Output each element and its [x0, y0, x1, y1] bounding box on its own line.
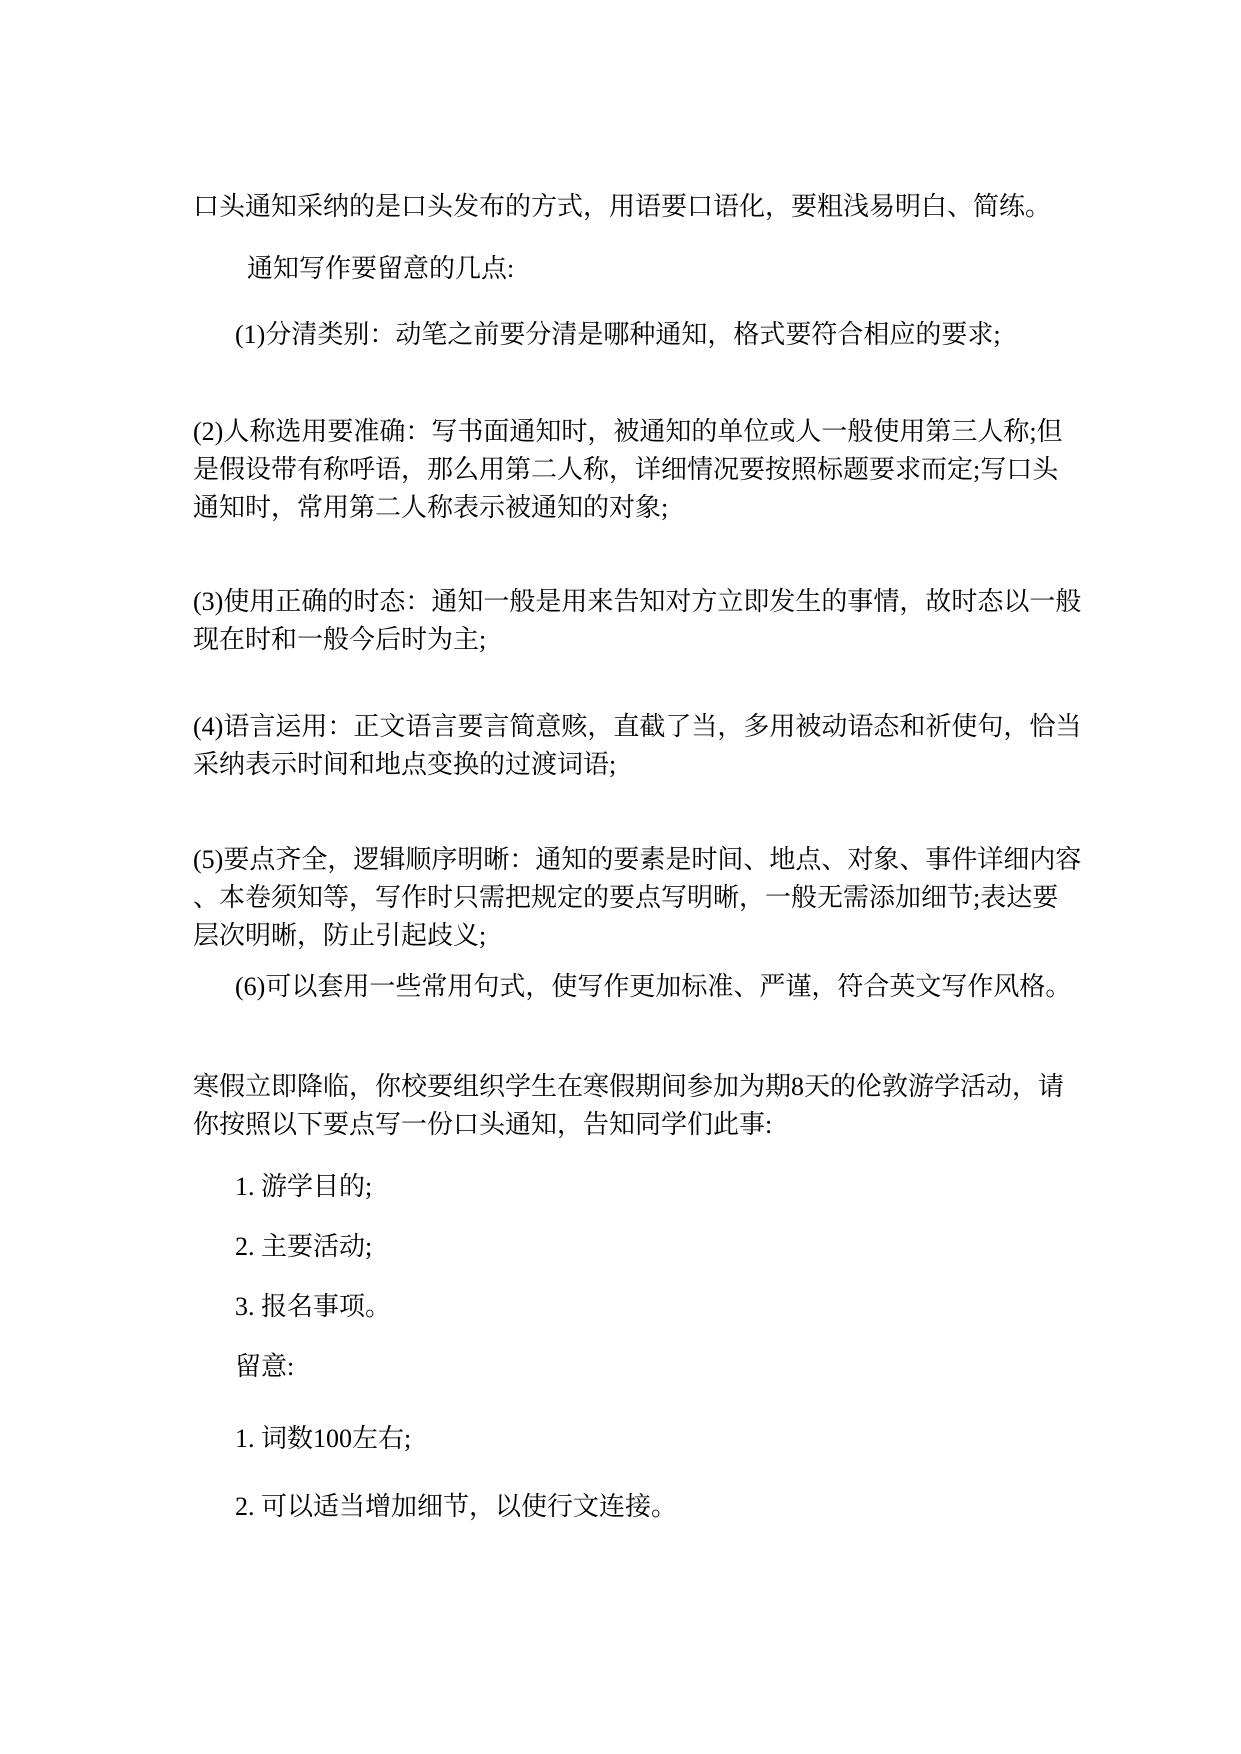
text-line: 3. 报名事项。: [235, 1292, 392, 1321]
paragraph-task-item-1: [193, 1168, 1181, 1206]
text-line: 现在时和一般今后时为主;: [193, 625, 487, 654]
paragraph-intro: [193, 188, 1181, 226]
paragraph-task: [193, 1068, 1181, 1144]
text-line: (5)要点齐全，逻辑顺序明晰：通知的要素是时间、地点、对象、事件详细内容: [193, 845, 1082, 874]
text-line: 2. 主要活动;: [235, 1232, 373, 1261]
text-line: 是假设带有称呼语，那么用第二人称，详细情况要按照标题要求而定;写口头: [193, 455, 1059, 484]
paragraph-point-6: [193, 968, 1181, 1006]
text-line: (1)分清类别：动笔之前要分清是哪种通知，格式要符合相应的要求;: [235, 320, 1001, 349]
text-line: (2)人称选用要准确：写书面通知时，被通知的单位或人一般使用第三人称;但: [193, 417, 1063, 446]
text-line: 采纳表示时间和地点变换的过渡词语;: [193, 750, 617, 779]
paragraph-note-heading: [193, 1348, 1181, 1386]
text-line: 2. 可以适当增加细节，以使行文连接。: [235, 1492, 678, 1521]
text-line: 口头通知采纳的是口头发布的方式，用语要口语化，要粗浅易明白、简练。: [193, 192, 1052, 221]
paragraph-point-5: [193, 841, 1181, 955]
text-line: 1. 游学目的;: [235, 1172, 373, 1201]
text-line: 通知时，常用第二人称表示被通知的对象;: [193, 493, 669, 522]
text-line: 寒假立即降临，你校要组织学生在寒假期间参加为期8天的伦敦游学活动，请: [193, 1072, 1065, 1101]
text-line: (6)可以套用一些常用句式，使写作更加标准、严谨，符合英文写作风格。: [235, 972, 1072, 1001]
paragraph-task-item-3: [193, 1288, 1181, 1326]
paragraph-task-item-2: [193, 1228, 1181, 1266]
text-line: 通知写作要留意的几点:: [247, 254, 515, 283]
text-line: 你按照以下要点写一份口头通知，告知同学们此事:: [193, 1110, 773, 1139]
paragraph-point-4: [193, 708, 1181, 784]
text-line: 层次明晰，防止引起歧义;: [193, 921, 487, 950]
text-line: 1. 词数100左右;: [235, 1424, 412, 1453]
text-line: (4)语言运用：正文语言要言简意赅，直截了当，多用被动语态和祈使句，恰当: [193, 712, 1082, 741]
paragraph-note-item-1: [193, 1420, 1181, 1458]
paragraph-note-item-2: [193, 1488, 1181, 1526]
text-line: 、本卷须知等，写作时只需把规定的要点写明晰，一般无需添加细节;表达要: [193, 883, 1059, 912]
paragraph-point-3: [193, 583, 1181, 659]
paragraph-point-2: [193, 413, 1181, 527]
paragraph-point-1: [193, 316, 1181, 354]
paragraph-heading: [193, 250, 1181, 288]
text-line: 留意:: [235, 1352, 295, 1381]
text-line: (3)使用正确的时态：通知一般是用来告知对方立即发生的事情，故时态以一般: [193, 587, 1082, 616]
